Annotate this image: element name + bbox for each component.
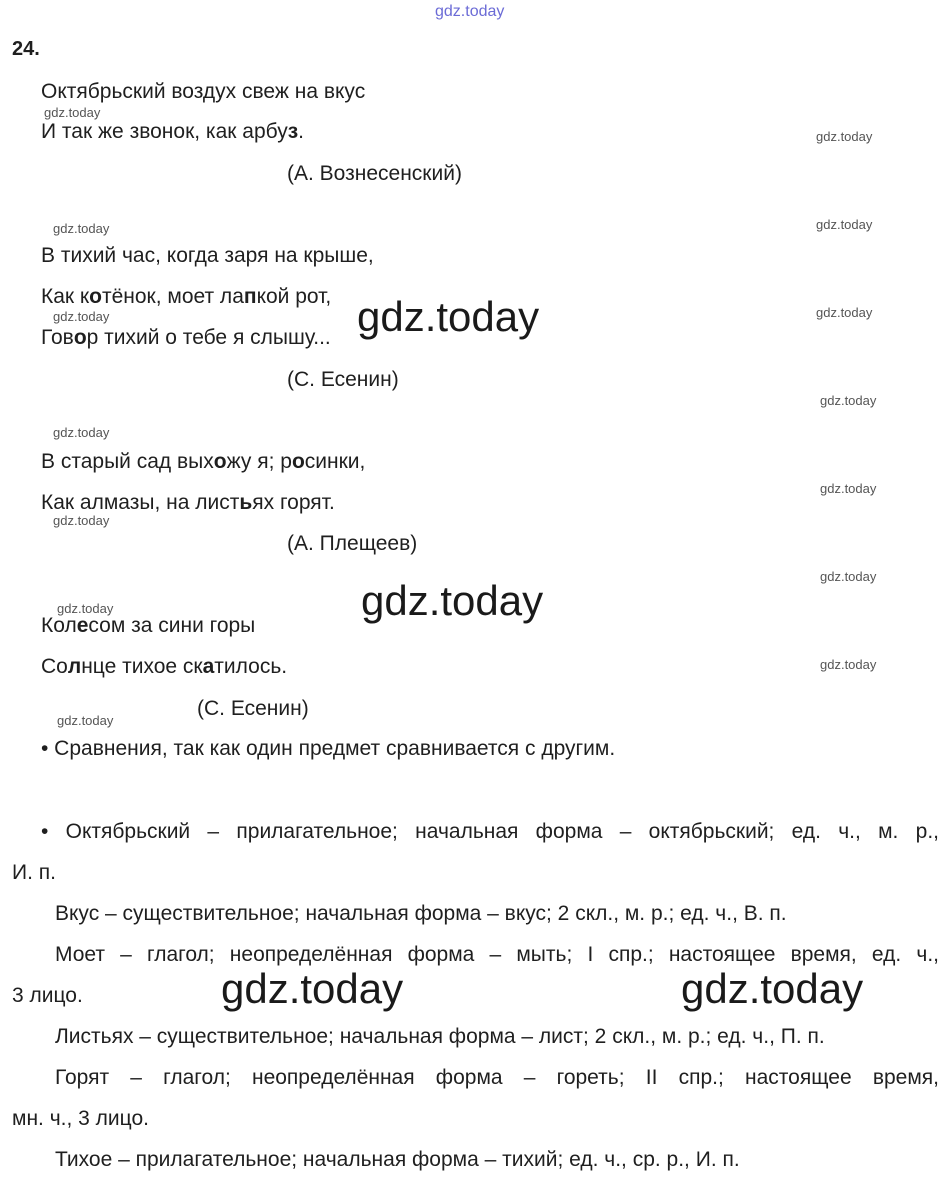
- text-segment: р тихий о тебе я слышу...: [86, 326, 331, 349]
- analysis-paragraph-4: Листьях – существительное; начальная форма – лист; 2 скл., м. р.; ед. ч., П. п.: [55, 1025, 825, 1048]
- watermark-small: gdz.today: [820, 569, 877, 584]
- watermark-top: gdz.today: [435, 3, 505, 20]
- text-segment: Гов: [41, 326, 74, 349]
- poem-2-line-2: [41, 285, 331, 309]
- poem-3-line-1: [41, 450, 365, 474]
- watermark-big: gdz.today: [357, 293, 540, 340]
- watermark-small: gdz.today: [816, 129, 873, 144]
- watermark-big: gdz.today: [221, 965, 404, 1012]
- text-segment: синки,: [304, 450, 366, 473]
- text-segment: Как к: [41, 285, 90, 308]
- watermark-small: gdz.today: [53, 425, 110, 440]
- analysis-paragraph-1: • Октябрьский – прилагательное; начальная форма – октябрьский; ед. ч., м. р.,: [41, 820, 939, 843]
- highlighted-letter: ь: [239, 491, 253, 514]
- analysis-paragraph-3-cont: 3 лицо.: [12, 984, 83, 1007]
- exercise-number: 24.: [12, 38, 40, 60]
- highlighted-letter: е: [76, 614, 89, 637]
- poem-3-author: (А. Плещеев): [287, 532, 418, 555]
- analysis-paragraph-5-cont: мн. ч., 3 лицо.: [12, 1107, 149, 1130]
- watermark-small: gdz.today: [816, 305, 873, 320]
- text-segment: кой рот,: [256, 285, 332, 308]
- watermark-big: gdz.today: [681, 965, 864, 1012]
- poem-3-line-2: [41, 491, 335, 515]
- poem-2-line-1: В тихий час, когда заря на крыше,: [41, 244, 374, 267]
- watermark-small: gdz.today: [820, 657, 877, 672]
- analysis-paragraph-5: Горят – глагол; неопределённая форма – гореть; II спр.; настоящее время,: [55, 1066, 939, 1089]
- text-segment: Кол: [41, 614, 77, 637]
- highlighted-letter: л: [67, 655, 82, 678]
- poem-1-line-1: Октябрьский воздух свеж на вкус: [41, 80, 366, 103]
- highlighted-letter: о: [213, 450, 227, 473]
- poem-4-line-2: [41, 655, 287, 679]
- watermark-small: gdz.today: [816, 217, 873, 232]
- text-segment: ях горят.: [252, 491, 335, 514]
- highlighted-letter: п: [243, 285, 257, 308]
- watermark-small: gdz.today: [53, 513, 110, 528]
- analysis-paragraph-6: Тихое – прилагательное; начальная форма – тихий; ед. ч., ср. р., И. п.: [55, 1148, 740, 1171]
- conclusion-text: • Сравнения, так как один предмет сравнивается с другим.: [41, 737, 616, 760]
- highlighted-letter: з: [287, 120, 299, 143]
- text-segment: В старый сад вых: [41, 450, 214, 473]
- poem-2-author: (С. Есенин): [287, 368, 399, 391]
- watermark-small: gdz.today: [57, 713, 114, 728]
- analysis-paragraph-3: Моет – глагол; неопределённая форма – мыть; I спр.; настоящее время, ед. ч.,: [55, 943, 939, 966]
- text-segment: тилось.: [214, 655, 288, 678]
- watermark-small: gdz.today: [53, 309, 110, 324]
- text-segment: И так же звонок, как арбу: [41, 120, 288, 143]
- watermark-small: gdz.today: [44, 105, 101, 120]
- text-segment: Со: [41, 655, 68, 678]
- text-segment: нце тихое ск: [81, 655, 203, 678]
- poem-1-line-2: [41, 120, 304, 144]
- watermark-small: gdz.today: [53, 221, 110, 236]
- analysis-paragraph-2: Вкус – существительное; начальная форма – вкус; 2 скл., м. р.; ед. ч., В. п.: [55, 902, 787, 925]
- text-segment: .: [298, 120, 305, 143]
- watermark-big: gdz.today: [361, 577, 544, 624]
- poem-4-author: (С. Есенин): [197, 697, 309, 720]
- watermark-small: gdz.today: [57, 601, 114, 616]
- text-segment: сом за сини горы: [88, 614, 256, 637]
- watermark-small: gdz.today: [820, 481, 877, 496]
- text-segment: тёнок, моет ла: [101, 285, 244, 308]
- watermark-small: gdz.today: [820, 393, 877, 408]
- highlighted-letter: о: [89, 285, 102, 308]
- highlighted-letter: а: [202, 655, 215, 678]
- text-segment: жу я; р: [226, 450, 292, 473]
- highlighted-letter: о: [73, 326, 87, 349]
- poem-4-line-1: [41, 614, 255, 638]
- analysis-paragraph-1-cont: И. п.: [12, 861, 56, 884]
- text-segment: Как алмазы, на лист: [41, 491, 240, 514]
- highlighted-letter: о: [291, 450, 305, 473]
- poem-1-author: (А. Вознесенский): [287, 162, 462, 185]
- poem-2-line-3: [41, 326, 331, 350]
